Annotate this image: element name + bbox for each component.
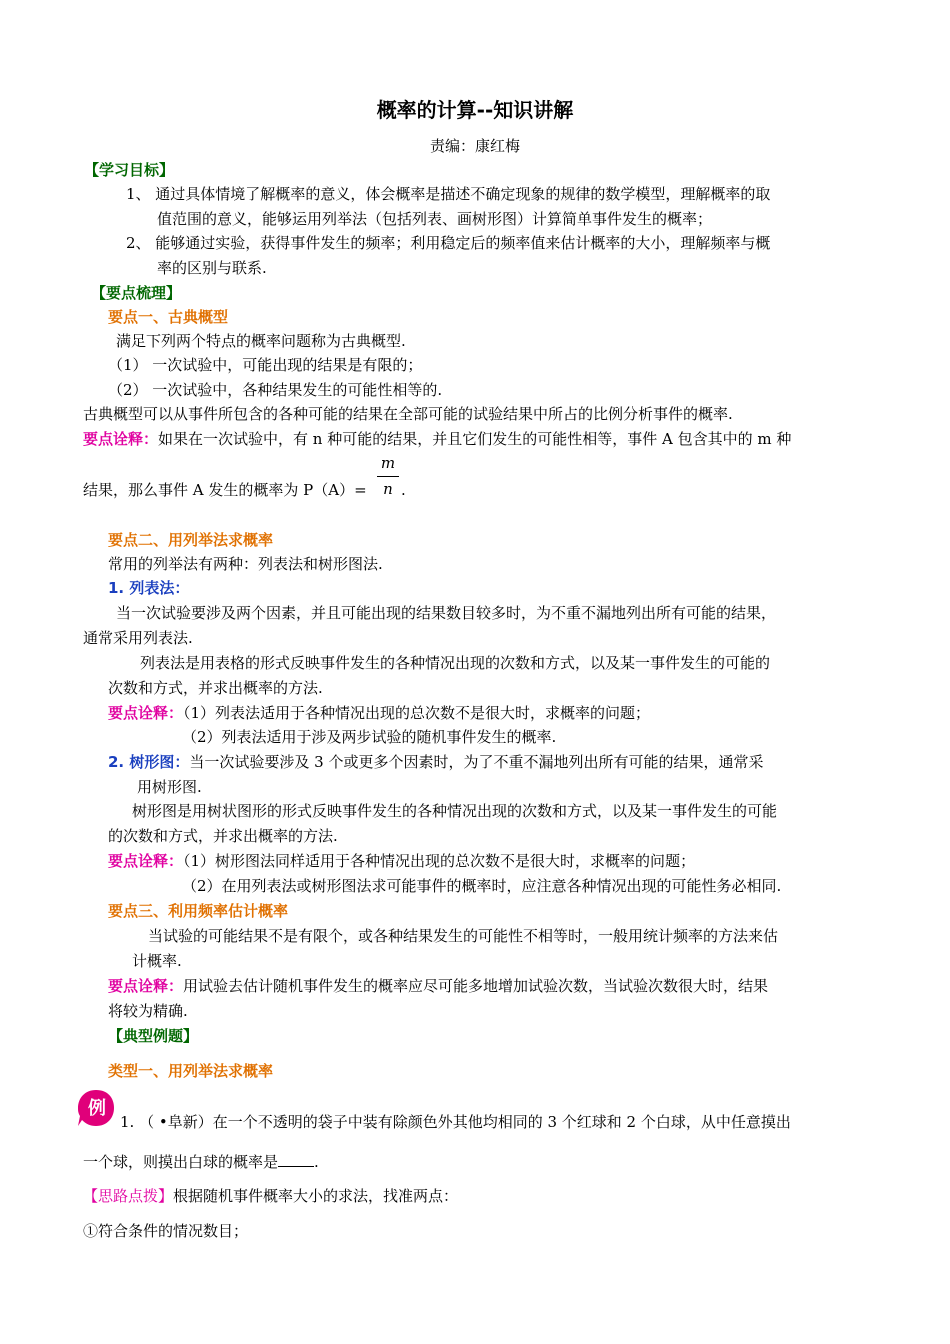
fraction-period: . [401, 481, 406, 499]
note-label: 要点诠释： [108, 704, 184, 722]
doc-editor: 责编：康红梅 [429, 137, 520, 155]
note-label: 要点诠释： [108, 852, 184, 870]
question-1-text: 一个球，则摸出白球的概率是 [83, 1153, 279, 1171]
point-1-description: 古典概型可以从事件所包含的各种可能的结果在全部可能的试验结果中所占的比例分析事件的概率. [83, 405, 733, 423]
note-label: 要点诠释： [83, 430, 159, 448]
point-3-note-1 [108, 976, 768, 996]
method-2-note-2: （2）在用列表法或树形图法求可能事件的概率时，应注意各种情况出现的可能性务必相同. [182, 877, 782, 895]
note-text: 用试验去估计随机事件发生的概率应尽可能多地增加试验次数，当试验次数很大时，结果 [183, 977, 769, 995]
fraction-denominator: n [383, 480, 393, 498]
method-1-line-3: 列表法是用表格的形式反映事件发生的各种情况出现的次数和方式，以及某一事件发生的可能的 [140, 654, 771, 672]
method-2-text: 当一次试验要涉及 3 个或更多个因素时，为了不重不漏地列出所有可能的结果，通常采 [189, 753, 764, 771]
point-3-note-2: 将较为精确. [108, 1002, 188, 1020]
method-1-note-1 [108, 703, 650, 723]
point-1-condition-1: （1） 一次试验中，可能出现的结果是有限的； [108, 356, 423, 374]
point-1-note-line-1 [83, 429, 791, 449]
point-3-heading: 要点三、利用频率估计概率 [108, 902, 289, 920]
doc-title: 概率的计算--知识讲解 [376, 98, 574, 122]
method-2-line-1 [108, 752, 763, 772]
method-1-note-2: （2）列表法适用于涉及两步试验的随机事件发生的概率. [182, 728, 557, 746]
point-1-note-line-2: 结果，那么事件 A 发生的概率为 P（A）= [83, 481, 367, 499]
type-1-heading: 类型一、用列举法求概率 [108, 1062, 274, 1080]
method-2-note-1 [108, 851, 695, 871]
point-1-heading: 要点一、古典概型 [108, 308, 229, 326]
method-2-line-3: 树形图是用树状图形的形式反映事件发生的各种情况出现的次数和方式，以及某一事件发生的可能 [132, 802, 778, 820]
goal-1-line-2: 值范围的意义，能够运用列举法（包括列表、画树形图）计算简单事件发生的概率； [157, 210, 713, 228]
method-1-label: 1. 列表法： [108, 579, 190, 597]
method-1-line-4: 次数和方式，并求出概率的方法. [108, 679, 323, 697]
note-text: （1）列表法适用于各种情况出现的总次数不是很大时，求概率的问题； [183, 704, 651, 722]
note-text: （1）树形图法同样适用于各种情况出现的总次数不是很大时，求概率的问题； [183, 852, 696, 870]
question-1-line-1: 1. （ •阜新）在一个不透明的袋子中装有除颜色外其他均相同的 3 个红球和 2 个白球，从中任意摸出 [120, 1113, 791, 1131]
section-examples-heading: 【典型例题】 [108, 1027, 199, 1045]
point-3-line-1: 当试验的可能结果不是有限个，或各种结果发生的可能性不相等时，一般用统计频率的方法来估 [148, 927, 779, 945]
question-1-line-2 [83, 1152, 319, 1172]
point-1-intro: 满足下列两个特点的概率问题称为古典概型. [116, 332, 406, 350]
goal-1-line-1: 1、 通过具体情境了解概率的意义，体会概率是描述不确定现象的规律的数学模型，理解概率的取 [126, 185, 771, 203]
goal-2-line-1: 2、 能够通过实验，获得事件发生的频率；利用稳定后的频率值来估计概率的大小，理解频率与概 [126, 234, 771, 252]
section-key-points-heading: 【要点梳理】 [91, 284, 182, 302]
goal-2-line-2: 率的区别与联系. [157, 259, 267, 277]
note-label: 要点诠释： [108, 977, 184, 995]
example-badge-icon [76, 1088, 116, 1128]
hint-line [83, 1186, 458, 1206]
method-2-label: 2. 树形图： [108, 753, 190, 771]
point-1-condition-2: （2） 一次试验中，各种结果发生的可能性相等的. [108, 381, 443, 399]
point-3-line-2: 计概率. [132, 952, 182, 970]
fraction-numerator: m [380, 454, 396, 472]
hint-item-1: ①符合条件的情况数目； [83, 1222, 249, 1240]
section-learning-goals-heading: 【学习目标】 [84, 161, 175, 179]
method-1-line-1: 当一次试验要涉及两个因素，并且可能出现的结果数目较多时，为不重不漏地列出所有可能的结果， [116, 604, 777, 622]
point-2-heading: 要点二、用列举法求概率 [108, 531, 274, 549]
answer-blank [278, 1152, 314, 1167]
fraction-bar [377, 476, 399, 477]
example-badge-text: 例 [88, 1098, 106, 1119]
note-text: 如果在一次试验中，有 n 种可能的结果，并且它们发生的可能性相等，事件 A 包含其中的 m 种 [158, 430, 792, 448]
hint-label: 【思路点拨】 [83, 1187, 174, 1205]
method-2-line-2: 用树形图. [137, 778, 202, 796]
method-2-line-4: 的次数和方式，并求出概率的方法. [108, 827, 338, 845]
point-2-intro: 常用的列举法有两种：列表法和树形图法. [108, 555, 383, 573]
method-1-line-2: 通常采用列表法. [83, 629, 193, 647]
hint-text: 根据随机事件概率大小的求法，找准两点： [173, 1187, 459, 1205]
question-1-period: . [314, 1153, 319, 1171]
